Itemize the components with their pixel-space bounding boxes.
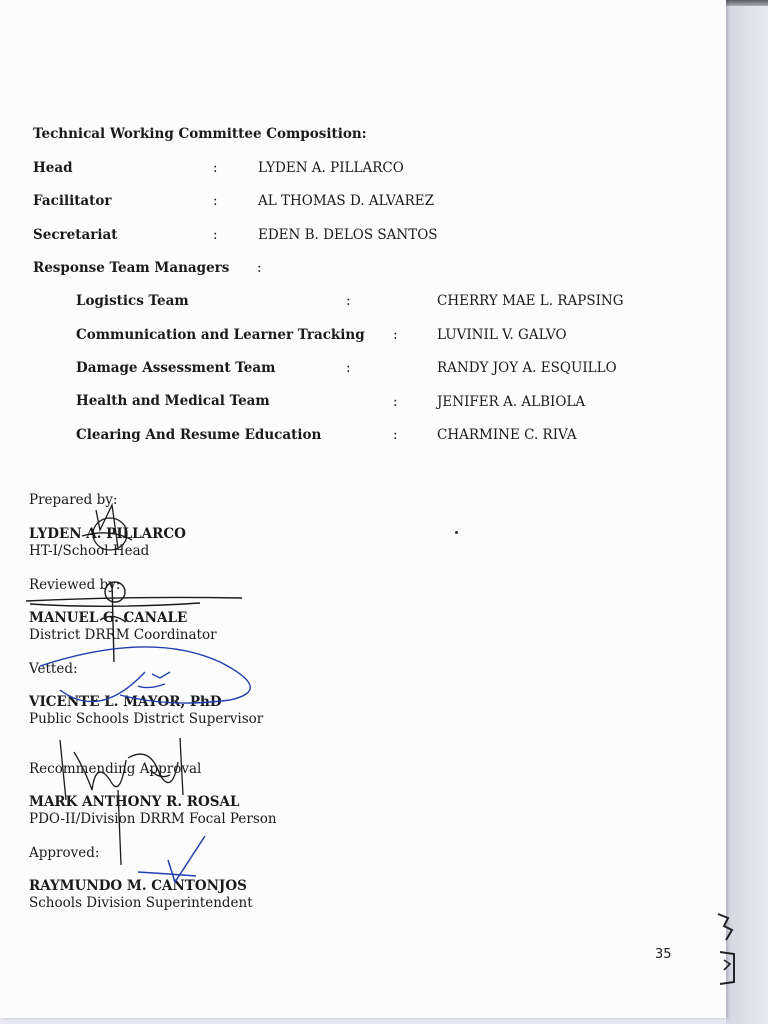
signatory-name-approved: RAYMUNDO M. CANTONJOS <box>29 878 247 894</box>
page-number: 35 <box>655 947 672 962</box>
team-sep-damage-assessment: : <box>346 360 351 376</box>
role-label-facilitator: Facilitator <box>33 193 112 209</box>
team-sep-communication: : <box>393 327 398 343</box>
stamp-fragment-icon <box>716 912 738 990</box>
signatory-title-reviewed: District DRRM Coordinator <box>29 627 217 643</box>
signatory-title-approved: Schools Division Superintendent <box>29 895 253 911</box>
ink-speck <box>455 531 458 534</box>
signatory-title-recommending: PDO-II/Division DRRM Focal Person <box>29 811 277 827</box>
team-name-logistics: CHERRY MAE L. RAPSING <box>437 293 624 309</box>
signatory-title-prepared: HT-I/School Head <box>29 543 150 559</box>
role-label-head: Head <box>33 160 73 176</box>
role-label-secretariat: Secretariat <box>33 227 118 243</box>
role-label-response-team-managers: Response Team Managers <box>33 260 230 276</box>
signatory-title-vetted: Public Schools District Supervisor <box>29 711 264 727</box>
team-label-health-medical: Health and Medical Team <box>76 393 270 409</box>
section-title: Technical Working Committee Composition: <box>33 126 367 142</box>
signatory-action-reviewed: Reviewed by: <box>29 577 121 593</box>
role-name-secretariat: EDEN B. DELOS SANTOS <box>258 227 438 243</box>
team-name-communication: LUVINIL V. GALVO <box>437 327 567 343</box>
signatory-name-recommending: MARK ANTHONY R. ROSAL <box>29 794 240 810</box>
role-sep-head: : <box>213 160 218 176</box>
role-sep-secretariat: : <box>213 227 218 243</box>
signatory-name-prepared: LYDEN A. PILLARCO <box>29 526 186 542</box>
role-sep-facilitator: : <box>213 193 218 209</box>
team-sep-health-medical: : <box>393 394 398 410</box>
scan-side-edge <box>726 6 768 1024</box>
role-name-head: LYDEN A. PILLARCO <box>258 160 404 176</box>
team-sep-logistics: : <box>346 293 351 309</box>
role-sep-response-team-managers: : <box>257 260 262 276</box>
team-label-clearing-resume: Clearing And Resume Education <box>76 427 322 443</box>
team-label-logistics: Logistics Team <box>76 293 189 309</box>
role-name-facilitator: AL THOMAS D. ALVAREZ <box>258 193 434 209</box>
signatory-name-vetted: VICENTE L. MAYOR, PhD <box>29 694 222 710</box>
team-name-clearing-resume: CHARMINE C. RIVA <box>437 427 577 443</box>
team-label-damage-assessment: Damage Assessment Team <box>76 360 276 376</box>
signatory-action-vetted: Vetted: <box>29 661 78 677</box>
signatory-name-reviewed: MANUEL G. CANALE <box>29 610 188 626</box>
team-label-communication: Communication and Learner Tracking <box>76 327 365 343</box>
signatory-action-approved: Approved: <box>29 845 100 861</box>
signatory-action-recommending: Recommending Approval <box>29 761 202 777</box>
team-sep-clearing-resume: : <box>393 427 398 443</box>
signatory-action-prepared: Prepared by: <box>29 492 118 508</box>
team-name-damage-assessment: RANDY JOY A. ESQUILLO <box>437 360 617 376</box>
team-name-health-medical: JENIFER A. ALBIOLA <box>437 394 586 410</box>
